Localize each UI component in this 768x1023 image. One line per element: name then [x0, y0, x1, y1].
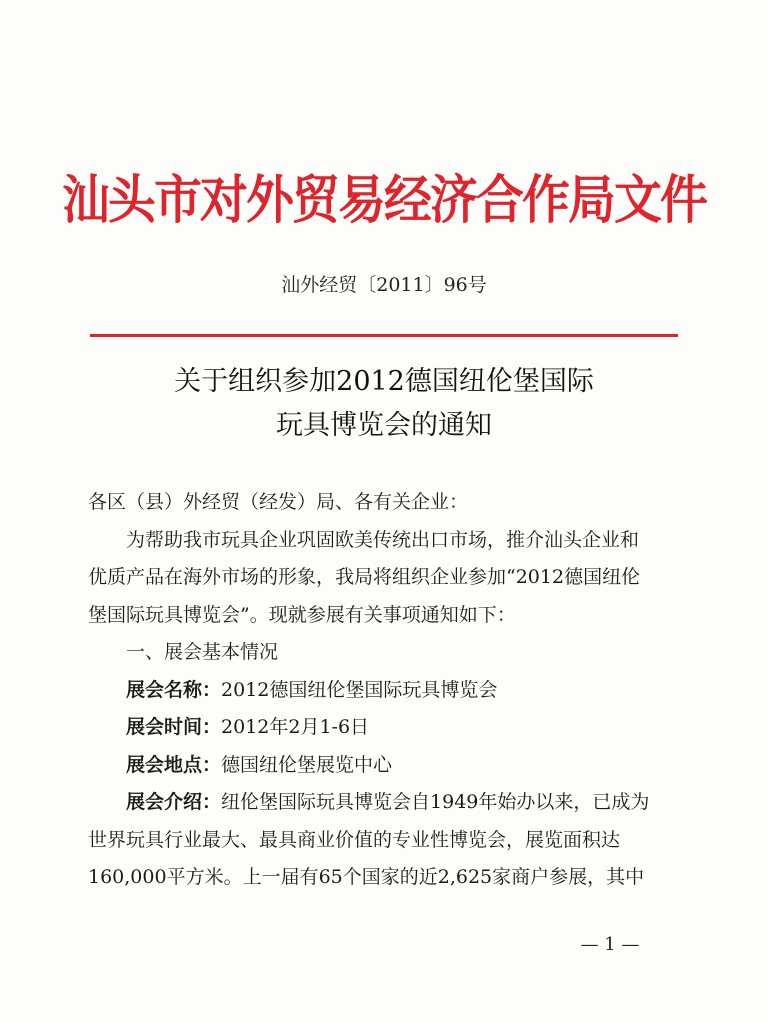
exhibition-time-value: 2012年2月1-6日	[221, 716, 370, 738]
intro-line-2: 优质产品在海外市场的形象，我局将组织企业参加“2012德国纽伦	[88, 566, 641, 588]
addressee-line: 各区（县）外经贸（经发）局、各有关企业：	[88, 491, 469, 513]
exhibition-name-line	[88, 672, 688, 710]
intro-line-3: 堡国际玩具博览会”。现就参展有关事项通知如下：	[88, 603, 516, 626]
page-number: — 1 —	[580, 934, 640, 955]
exhibition-intro-line-1	[88, 784, 688, 822]
notice-body	[88, 484, 688, 897]
notice-title-line-2: 玩具博览会的通知	[276, 410, 492, 441]
document-number: 汕外经贸〔2011〕96号	[281, 274, 487, 296]
exhibition-place-value: 德国纽伦堡展览中心	[221, 753, 393, 776]
issuer-header-title: 汕头市对外贸易经济合作局文件	[61, 170, 707, 231]
exhibition-name-label: 展会名称：	[126, 678, 222, 701]
exhibition-time-line	[88, 709, 688, 747]
intro-line-1: 为帮助我市玩具企业巩固欧美传统出口市场，推介汕头企业和	[126, 528, 640, 551]
exhibition-intro-line-2: 世界玩具行业最大、最具商业价值的专业性博览会，展览面积达	[88, 828, 621, 851]
exhibition-name-value: 2012德国纽伦堡国际玩具博览会	[221, 678, 498, 701]
exhibition-intro-label: 展会介绍：	[126, 791, 222, 813]
exhibition-intro-value-1: 纽伦堡国际玩具博览会自1949年始办以来，已成为	[221, 791, 650, 813]
exhibition-intro-line-3: 160,000平方米。上一届有65个国家的近2,625家商户参展，其中	[88, 866, 645, 888]
notice-title	[0, 360, 768, 448]
exhibition-place-line	[88, 747, 688, 785]
red-divider-rule	[90, 334, 678, 337]
section-heading-1: 一、展会基本情况	[126, 641, 279, 663]
exhibition-place-label: 展会地点：	[126, 753, 222, 776]
exhibition-time-label: 展会时间：	[126, 716, 222, 738]
notice-title-line-1: 关于组织参加2012德国纽伦堡国际	[174, 366, 594, 397]
